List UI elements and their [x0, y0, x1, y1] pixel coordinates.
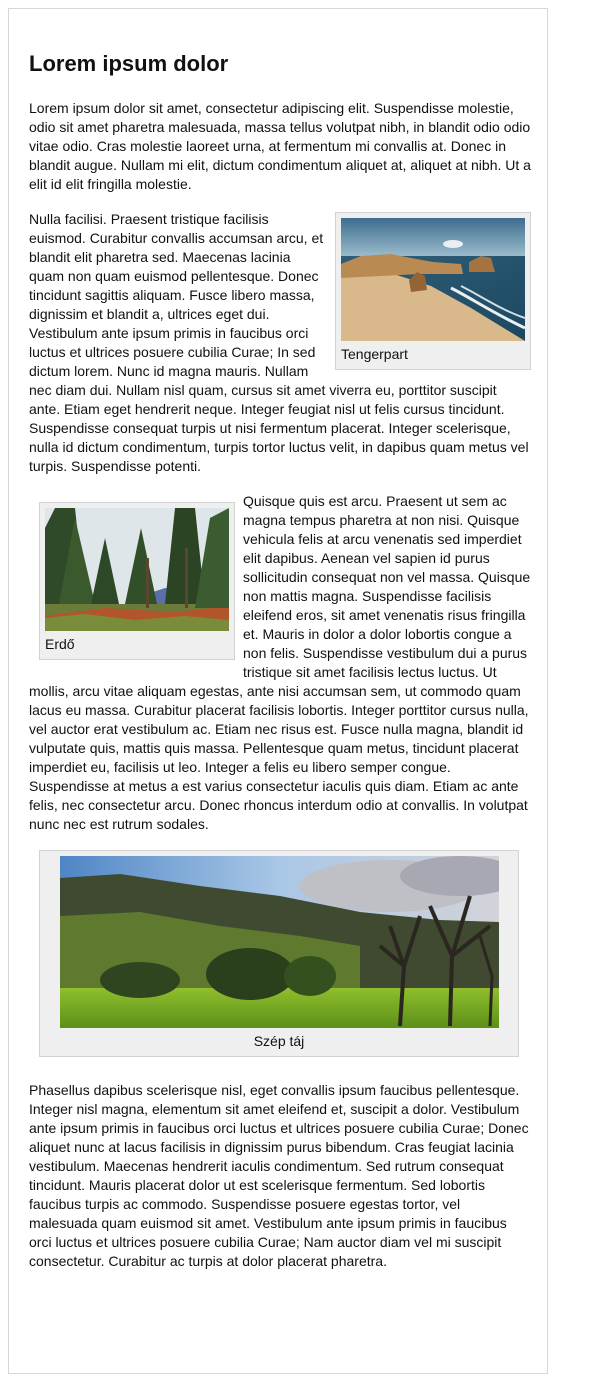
- paragraph-4: Phasellus dapibus scelerisque nisl, eget convallis ipsum faucibus pellentesque. Integer nisl magna, elementum sit amet eleifend et, suscipit a dolor. Vestibulum ante ipsum primis in faucibus orci luctus et ultrices posuere cubilia Curae; Donec aliquet nunc at lacus facilisis in dignissim purus bibendum. Cras feugiat lacinia vestibulum. Maecenas hendrerit iaculis condimentum. Sed rutrum consequat tincidunt. Mauris placerat dolor ut est scelerisque fermentum. Sed lobortis faucibus turpis ac commodo. Suspendisse posuere egestas tortor, vel malesuada quam euismod sit amet. Vestibulum ante ipsum primis in faucibus orci luctus et ultrices posuere cubilia Curae; Nam auctor diam vel mi suscipit consectetur. Curabitur ac turpis at dolor placerat pharetra.: [29, 1082, 529, 1269]
- paragraph-2: Nulla facilisi. Praesent tristique facilisis euismod. Curabitur convallis accumsan arcu, et blandit elit pharetra sed. Maecenas lacinia quam non quam euismod pellentesque. Donec tincidunt sagittis aliquam. Fusce libero massa, dignissim et blandit a, ultrices eget dui. Vestibulum ante ipsum primis in faucibus orci luctus et ultrices posuere cubilia Curae; In sed dictum lorem. Nunc id magna mauris. Nullam nec diam dui. Nullam nisl quam, cursus sit amet viverra eu, porttitor suscipit ante. Etiam eget hendrerit neque. Integer feugiat nisl ut felis cursus tincidunt. Suspendisse consequat turpis ut nisi fermentum placerat. Integer scelerisque, nulla id dictum condimentum, turpis tortor luctus velit, in dapibus quam metus vel turpis. Suspendisse potenti.: [29, 211, 529, 474]
- figure-caption: Tengerpart: [341, 346, 408, 362]
- figure-caption: Szép táj: [253, 1033, 305, 1049]
- figure-beach: [335, 212, 531, 370]
- figure-caption: Erdő: [45, 636, 75, 652]
- article-title: Lorem ipsum dolor: [29, 51, 229, 76]
- article-content: [29, 9, 531, 1287]
- paragraph-1: Lorem ipsum dolor sit amet, consectetur adipiscing elit. Suspendisse molestie, odio sit amet pharetra malesuada, massa tellus volutpat nibh, in blandit odio odio vitae odio. Cras molestie laoreet urna, at fermentum mi convallis at. Donec in blandit augue. Nullam mi elit, dictum condimentum aliquet at, aliquet at nibh. Ut a elit id elit fringilla molestie.: [29, 100, 531, 192]
- article-page: [8, 8, 548, 1374]
- landscape-image: [60, 856, 499, 1028]
- forest-image: [45, 508, 229, 631]
- beach-image: [341, 218, 525, 341]
- paragraph-3: Quisque quis est arcu. Praesent ut sem ac magna tempus pharetra at non nisi. Quisque vehicula felis at arcu venenatis sed imperdiet elit dapibus. Aenean vel sapien id purus sollicitudin consequat non vel massa. Quisque non mattis magna. Suspendisse facilisis eleifend eros, sit amet venenatis risus fringilla et. Mauris in dolor a dolor lobortis congue a non felis. Suspendisse vestibulum dui a purus tristique sit amet facilisis lectus luctus. Ut mollis, arcu vitae aliquam egestas, ante nisi accumsan sem, ut commodo quam lacus eu massa. Curabitur placerat facilisis lobortis. Integer porttitor cursus nulla, vel auctor erat vestibulum ac. Etiam nec risus est. Fusce nulla magna, blandit id vulputate quis, mattis quis massa. Pellentesque quam metus, tincidunt placerat imperdiet eu, facilisis ut leo. Integer a felis eu libero semper congue. Suspendisse at metus a est varius consectetur iaculis quis diam. Etiam ac ante felis, nec consectetur arcu. Donec rhoncus interdum odio at convallis. In volutpat nunc nec est rutrum sodales.: [29, 493, 531, 832]
- figure-forest: [39, 502, 235, 660]
- figure-landscape: [39, 850, 519, 1057]
